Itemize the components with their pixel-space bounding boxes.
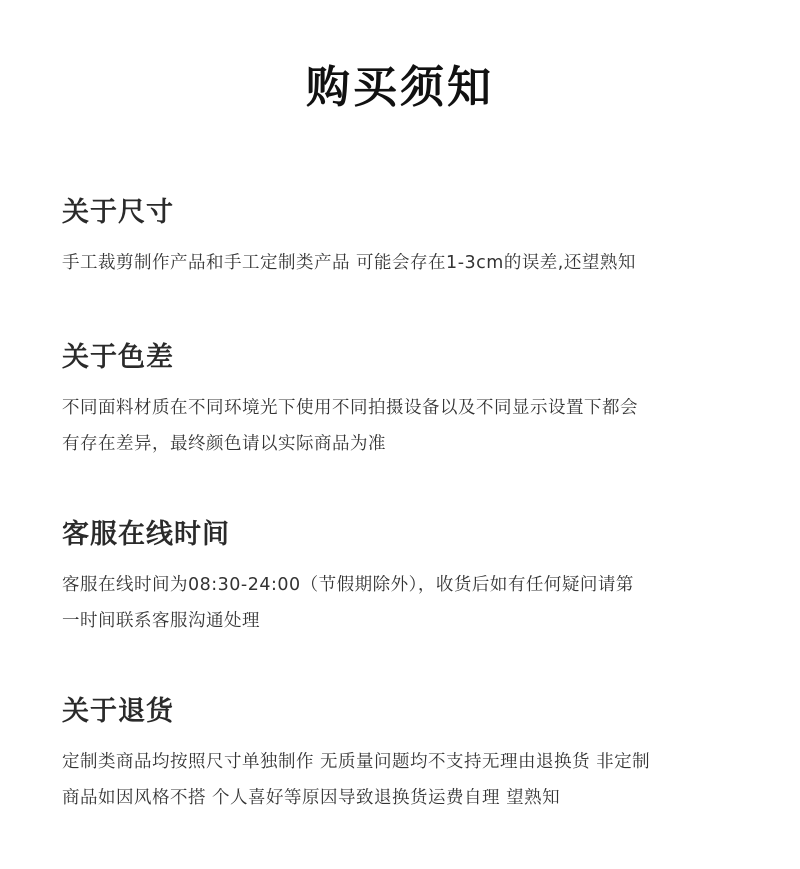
section-heading: 关于退货	[62, 696, 174, 727]
section-returns	[62, 692, 752, 816]
section-heading: 客服在线时间	[62, 519, 230, 550]
section-color-difference	[62, 338, 752, 462]
section-heading: 关于色差	[62, 342, 174, 373]
section-heading: 关于尺寸	[62, 197, 174, 228]
section-body: 手工裁剪制作产品和手工定制类产品 可能会存在1-3cm的误差,还望熟知	[62, 253, 636, 273]
section-service-hours	[62, 515, 752, 639]
section-size	[62, 193, 752, 281]
page-title: 购买须知	[306, 62, 494, 113]
section-body: 客服在线时间为08:30-24:00（节假期除外），收货后如有任何疑问请第 一时间联系客服沟通处理	[62, 575, 634, 631]
section-body: 定制类商品均按照尺寸单独制作 无质量问题均不支持无理由退换货 非定制 商品如因风格不搭 个人喜好等原因导致退换货运费自理 望熟知	[62, 752, 651, 808]
section-body: 不同面料材质在不同环境光下使用不同拍摄设备以及不同显示设置下都会 有存在差异，最终颜色请以实际商品为准	[62, 398, 638, 454]
